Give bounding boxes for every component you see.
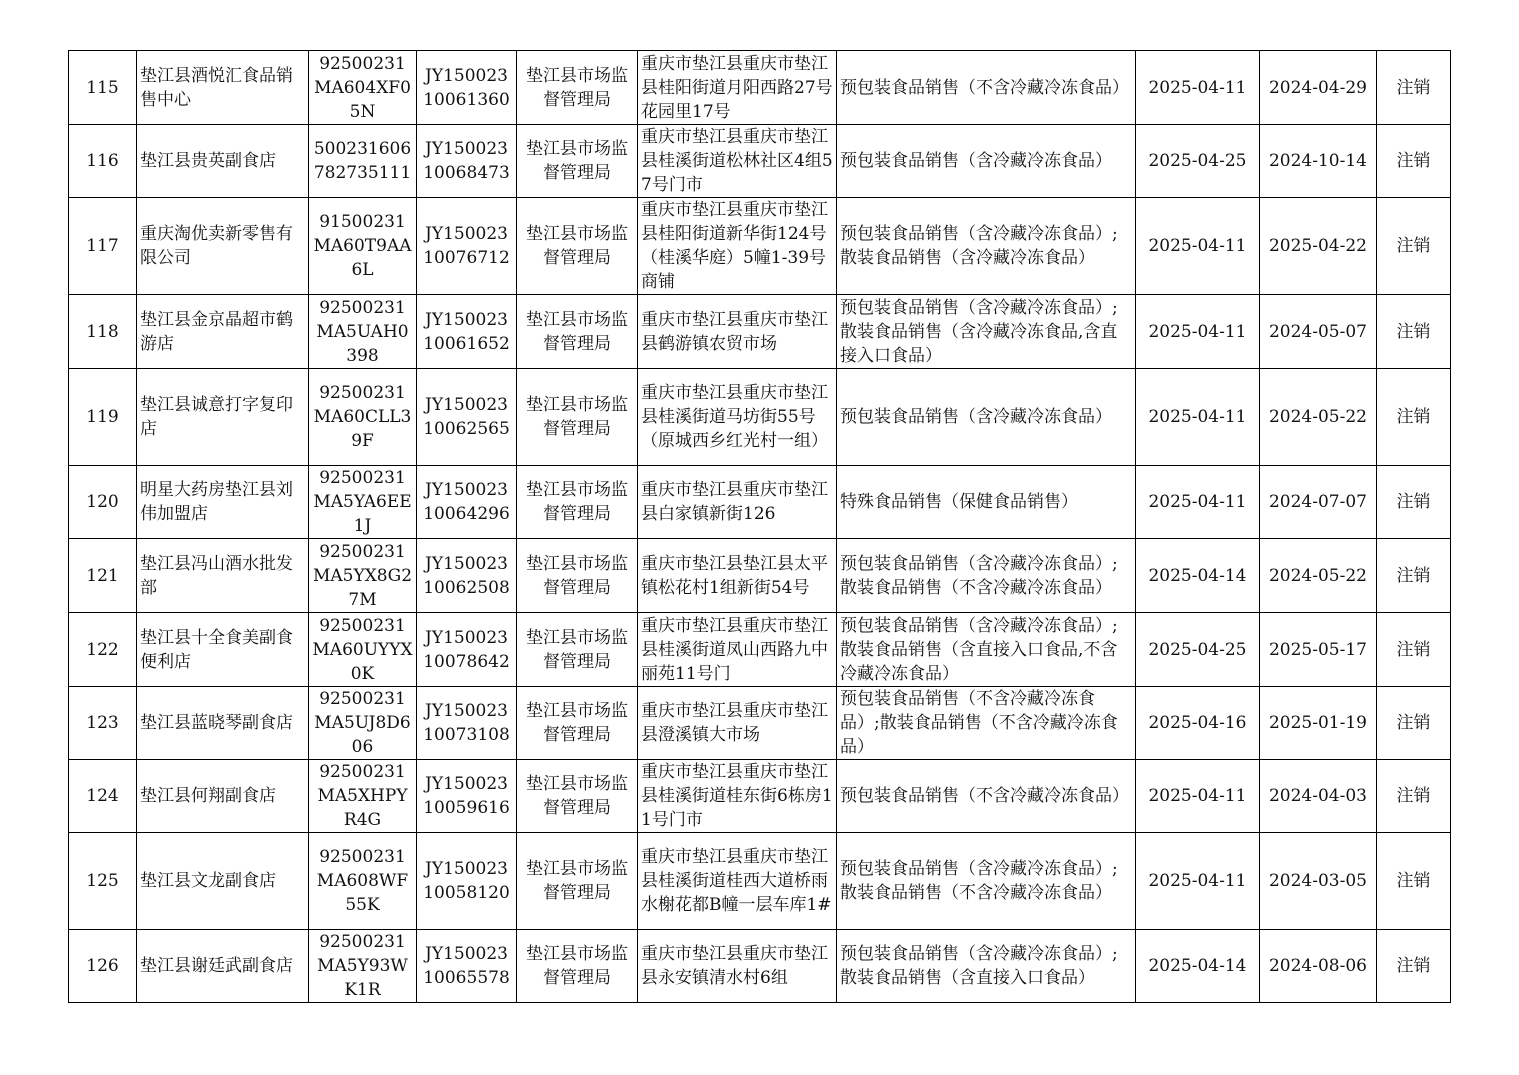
credit-code: 92500231MA60UYYX0K (309, 613, 417, 687)
business-scope: 预包装食品销售（含冷藏冷冻食品）;散装食品销售（含直接入口食品） (837, 930, 1136, 1003)
row-number: 123 (69, 687, 137, 760)
business-name: 明星大药房垫江县刘伟加盟店 (137, 466, 309, 539)
license-number: JY15002310073108 (417, 687, 517, 760)
license-number: JY15002310059616 (417, 760, 517, 833)
business-address: 重庆市垫江县重庆市垫江县桂溪街道凤山西路九中丽苑11号门 (638, 613, 837, 687)
status: 注销 (1377, 833, 1451, 930)
expiry-date: 2025-04-22 (1260, 198, 1377, 295)
business-address: 重庆市垫江县重庆市垫江县桂溪街道桂西大道桥雨水榭花都B幢一层车库1# (638, 833, 837, 930)
status: 注销 (1377, 295, 1451, 369)
business-scope: 预包装食品销售（含冷藏冷冻食品） (837, 369, 1136, 466)
table-body (69, 51, 1451, 1003)
business-name: 垫江县蓝晓琴副食店 (137, 687, 309, 760)
business-scope: 特殊食品销售（保健食品销售） (837, 466, 1136, 539)
expiry-date: 2024-05-22 (1260, 369, 1377, 466)
row-number: 115 (69, 51, 137, 125)
expiry-date: 2025-05-17 (1260, 613, 1377, 687)
status: 注销 (1377, 125, 1451, 198)
row-number: 126 (69, 930, 137, 1003)
row-number: 124 (69, 760, 137, 833)
table-row (69, 613, 1451, 687)
issuing-authority: 垫江县市场监督管理局 (517, 125, 638, 198)
table-row (69, 369, 1451, 466)
credit-code: 92500231MA5XHPYR4G (309, 760, 417, 833)
business-address: 重庆市垫江县重庆市垫江县桂溪街道马坊街55号（原城西乡红光村一组） (638, 369, 837, 466)
license-cancellation-table (68, 50, 1451, 1003)
business-address: 重庆市垫江县重庆市垫江县永安镇清水村6组 (638, 930, 837, 1003)
expiry-date: 2024-08-06 (1260, 930, 1377, 1003)
business-name: 垫江县诚意打字复印店 (137, 369, 309, 466)
credit-code: 92500231MA5YX8G27M (309, 539, 417, 613)
business-name: 垫江县冯山酒水批发部 (137, 539, 309, 613)
license-number: JY15002310061360 (417, 51, 517, 125)
license-number: JY15002310065578 (417, 930, 517, 1003)
table-row (69, 295, 1451, 369)
license-number: JY15002310062565 (417, 369, 517, 466)
business-name: 垫江县十全食美副食便利店 (137, 613, 309, 687)
expiry-date: 2024-10-14 (1260, 125, 1377, 198)
issuing-authority: 垫江县市场监督管理局 (517, 760, 638, 833)
business-name: 垫江县谢廷武副食店 (137, 930, 309, 1003)
issue-date: 2025-04-11 (1136, 760, 1260, 833)
issue-date: 2025-04-11 (1136, 198, 1260, 295)
credit-code: 92500231MA604XF05N (309, 51, 417, 125)
status: 注销 (1377, 369, 1451, 466)
business-address: 重庆市垫江县重庆市垫江县桂溪街道桂东街6栋房11号门市 (638, 760, 837, 833)
table-row (69, 760, 1451, 833)
table-row (69, 930, 1451, 1003)
table-row (69, 833, 1451, 930)
business-scope: 预包装食品销售（不含冷藏冷冻食品） (837, 760, 1136, 833)
business-scope: 预包装食品销售（含冷藏冷冻食品）;散装食品销售（含冷藏冷冻食品） (837, 198, 1136, 295)
issue-date: 2025-04-11 (1136, 295, 1260, 369)
row-number: 125 (69, 833, 137, 930)
license-number: JY15002310061652 (417, 295, 517, 369)
credit-code: 92500231MA60CLL39F (309, 369, 417, 466)
issuing-authority: 垫江县市场监督管理局 (517, 51, 638, 125)
issuing-authority: 垫江县市场监督管理局 (517, 833, 638, 930)
table-row (69, 687, 1451, 760)
business-address: 重庆市垫江县重庆市垫江县白家镇新街126 (638, 466, 837, 539)
expiry-date: 2024-07-07 (1260, 466, 1377, 539)
business-scope: 预包装食品销售（含冷藏冷冻食品） (837, 125, 1136, 198)
expiry-date: 2024-05-07 (1260, 295, 1377, 369)
row-number: 121 (69, 539, 137, 613)
credit-code: 500231606782735111 (309, 125, 417, 198)
credit-code: 92500231MA5UJ8D606 (309, 687, 417, 760)
license-number: JY15002310058120 (417, 833, 517, 930)
expiry-date: 2024-03-05 (1260, 833, 1377, 930)
issue-date: 2025-04-25 (1136, 613, 1260, 687)
business-scope: 预包装食品销售（含冷藏冷冻食品）;散装食品销售（不含冷藏冷冻食品） (837, 833, 1136, 930)
license-number: JY15002310078642 (417, 613, 517, 687)
license-number: JY15002310076712 (417, 198, 517, 295)
issue-date: 2025-04-16 (1136, 687, 1260, 760)
status: 注销 (1377, 760, 1451, 833)
status: 注销 (1377, 687, 1451, 760)
issue-date: 2025-04-25 (1136, 125, 1260, 198)
status: 注销 (1377, 198, 1451, 295)
issue-date: 2025-04-11 (1136, 51, 1260, 125)
license-number: JY15002310062508 (417, 539, 517, 613)
credit-code: 91500231MA60T9AA6L (309, 198, 417, 295)
business-scope: 预包装食品销售（不含冷藏冷冻食品） (837, 51, 1136, 125)
row-number: 117 (69, 198, 137, 295)
issuing-authority: 垫江县市场监督管理局 (517, 466, 638, 539)
status: 注销 (1377, 930, 1451, 1003)
issuing-authority: 垫江县市场监督管理局 (517, 687, 638, 760)
issuing-authority: 垫江县市场监督管理局 (517, 930, 638, 1003)
issuing-authority: 垫江县市场监督管理局 (517, 295, 638, 369)
status: 注销 (1377, 466, 1451, 539)
issuing-authority: 垫江县市场监督管理局 (517, 539, 638, 613)
table-row (69, 539, 1451, 613)
credit-code: 92500231MA5YA6EE1J (309, 466, 417, 539)
row-number: 119 (69, 369, 137, 466)
status: 注销 (1377, 539, 1451, 613)
license-number: JY15002310068473 (417, 125, 517, 198)
issue-date: 2025-04-11 (1136, 369, 1260, 466)
table-row (69, 125, 1451, 198)
expiry-date: 2024-04-03 (1260, 760, 1377, 833)
business-address: 重庆市垫江县重庆市垫江县桂阳街道新华街124号（桂溪华庭）5幢1-39号商铺 (638, 198, 837, 295)
business-address: 重庆市垫江县重庆市垫江县桂溪街道松林社区4组57号门市 (638, 125, 837, 198)
expiry-date: 2024-05-22 (1260, 539, 1377, 613)
issue-date: 2025-04-11 (1136, 466, 1260, 539)
expiry-date: 2024-04-29 (1260, 51, 1377, 125)
credit-code: 92500231MA5UAH0398 (309, 295, 417, 369)
business-address: 重庆市垫江县重庆市垫江县澄溪镇大市场 (638, 687, 837, 760)
business-scope: 预包装食品销售（含冷藏冷冻食品）;散装食品销售（含直接入口食品,不含冷藏冷冻食品） (837, 613, 1136, 687)
business-name: 重庆淘优卖新零售有限公司 (137, 198, 309, 295)
issue-date: 2025-04-14 (1136, 930, 1260, 1003)
credit-code: 92500231MA608WF55K (309, 833, 417, 930)
table-row (69, 51, 1451, 125)
business-scope: 预包装食品销售（含冷藏冷冻食品）;散装食品销售（含冷藏冷冻食品,含直接入口食品） (837, 295, 1136, 369)
license-number: JY15002310064296 (417, 466, 517, 539)
credit-code: 92500231MA5Y93WK1R (309, 930, 417, 1003)
row-number: 118 (69, 295, 137, 369)
business-scope: 预包装食品销售（含冷藏冷冻食品）;散装食品销售（不含冷藏冷冻食品） (837, 539, 1136, 613)
row-number: 122 (69, 613, 137, 687)
business-scope: 预包装食品销售（不含冷藏冷冻食品）;散装食品销售（不含冷藏冷冻食品） (837, 687, 1136, 760)
row-number: 116 (69, 125, 137, 198)
status: 注销 (1377, 51, 1451, 125)
business-name: 垫江县文龙副食店 (137, 833, 309, 930)
business-name: 垫江县酒悦汇食品销售中心 (137, 51, 309, 125)
row-number: 120 (69, 466, 137, 539)
issuing-authority: 垫江县市场监督管理局 (517, 369, 638, 466)
table-row (69, 466, 1451, 539)
business-name: 垫江县贵英副食店 (137, 125, 309, 198)
expiry-date: 2025-01-19 (1260, 687, 1377, 760)
issue-date: 2025-04-14 (1136, 539, 1260, 613)
status: 注销 (1377, 613, 1451, 687)
issuing-authority: 垫江县市场监督管理局 (517, 613, 638, 687)
table-row (69, 198, 1451, 295)
business-address: 重庆市垫江县重庆市垫江县桂阳街道月阳西路27号花园里17号 (638, 51, 837, 125)
business-address: 重庆市垫江县重庆市垫江县鹤游镇农贸市场 (638, 295, 837, 369)
business-name: 垫江县何翔副食店 (137, 760, 309, 833)
business-address: 重庆市垫江县垫江县太平镇松花村1组新街54号 (638, 539, 837, 613)
issue-date: 2025-04-11 (1136, 833, 1260, 930)
issuing-authority: 垫江县市场监督管理局 (517, 198, 638, 295)
business-name: 垫江县金京晶超市鹤游店 (137, 295, 309, 369)
